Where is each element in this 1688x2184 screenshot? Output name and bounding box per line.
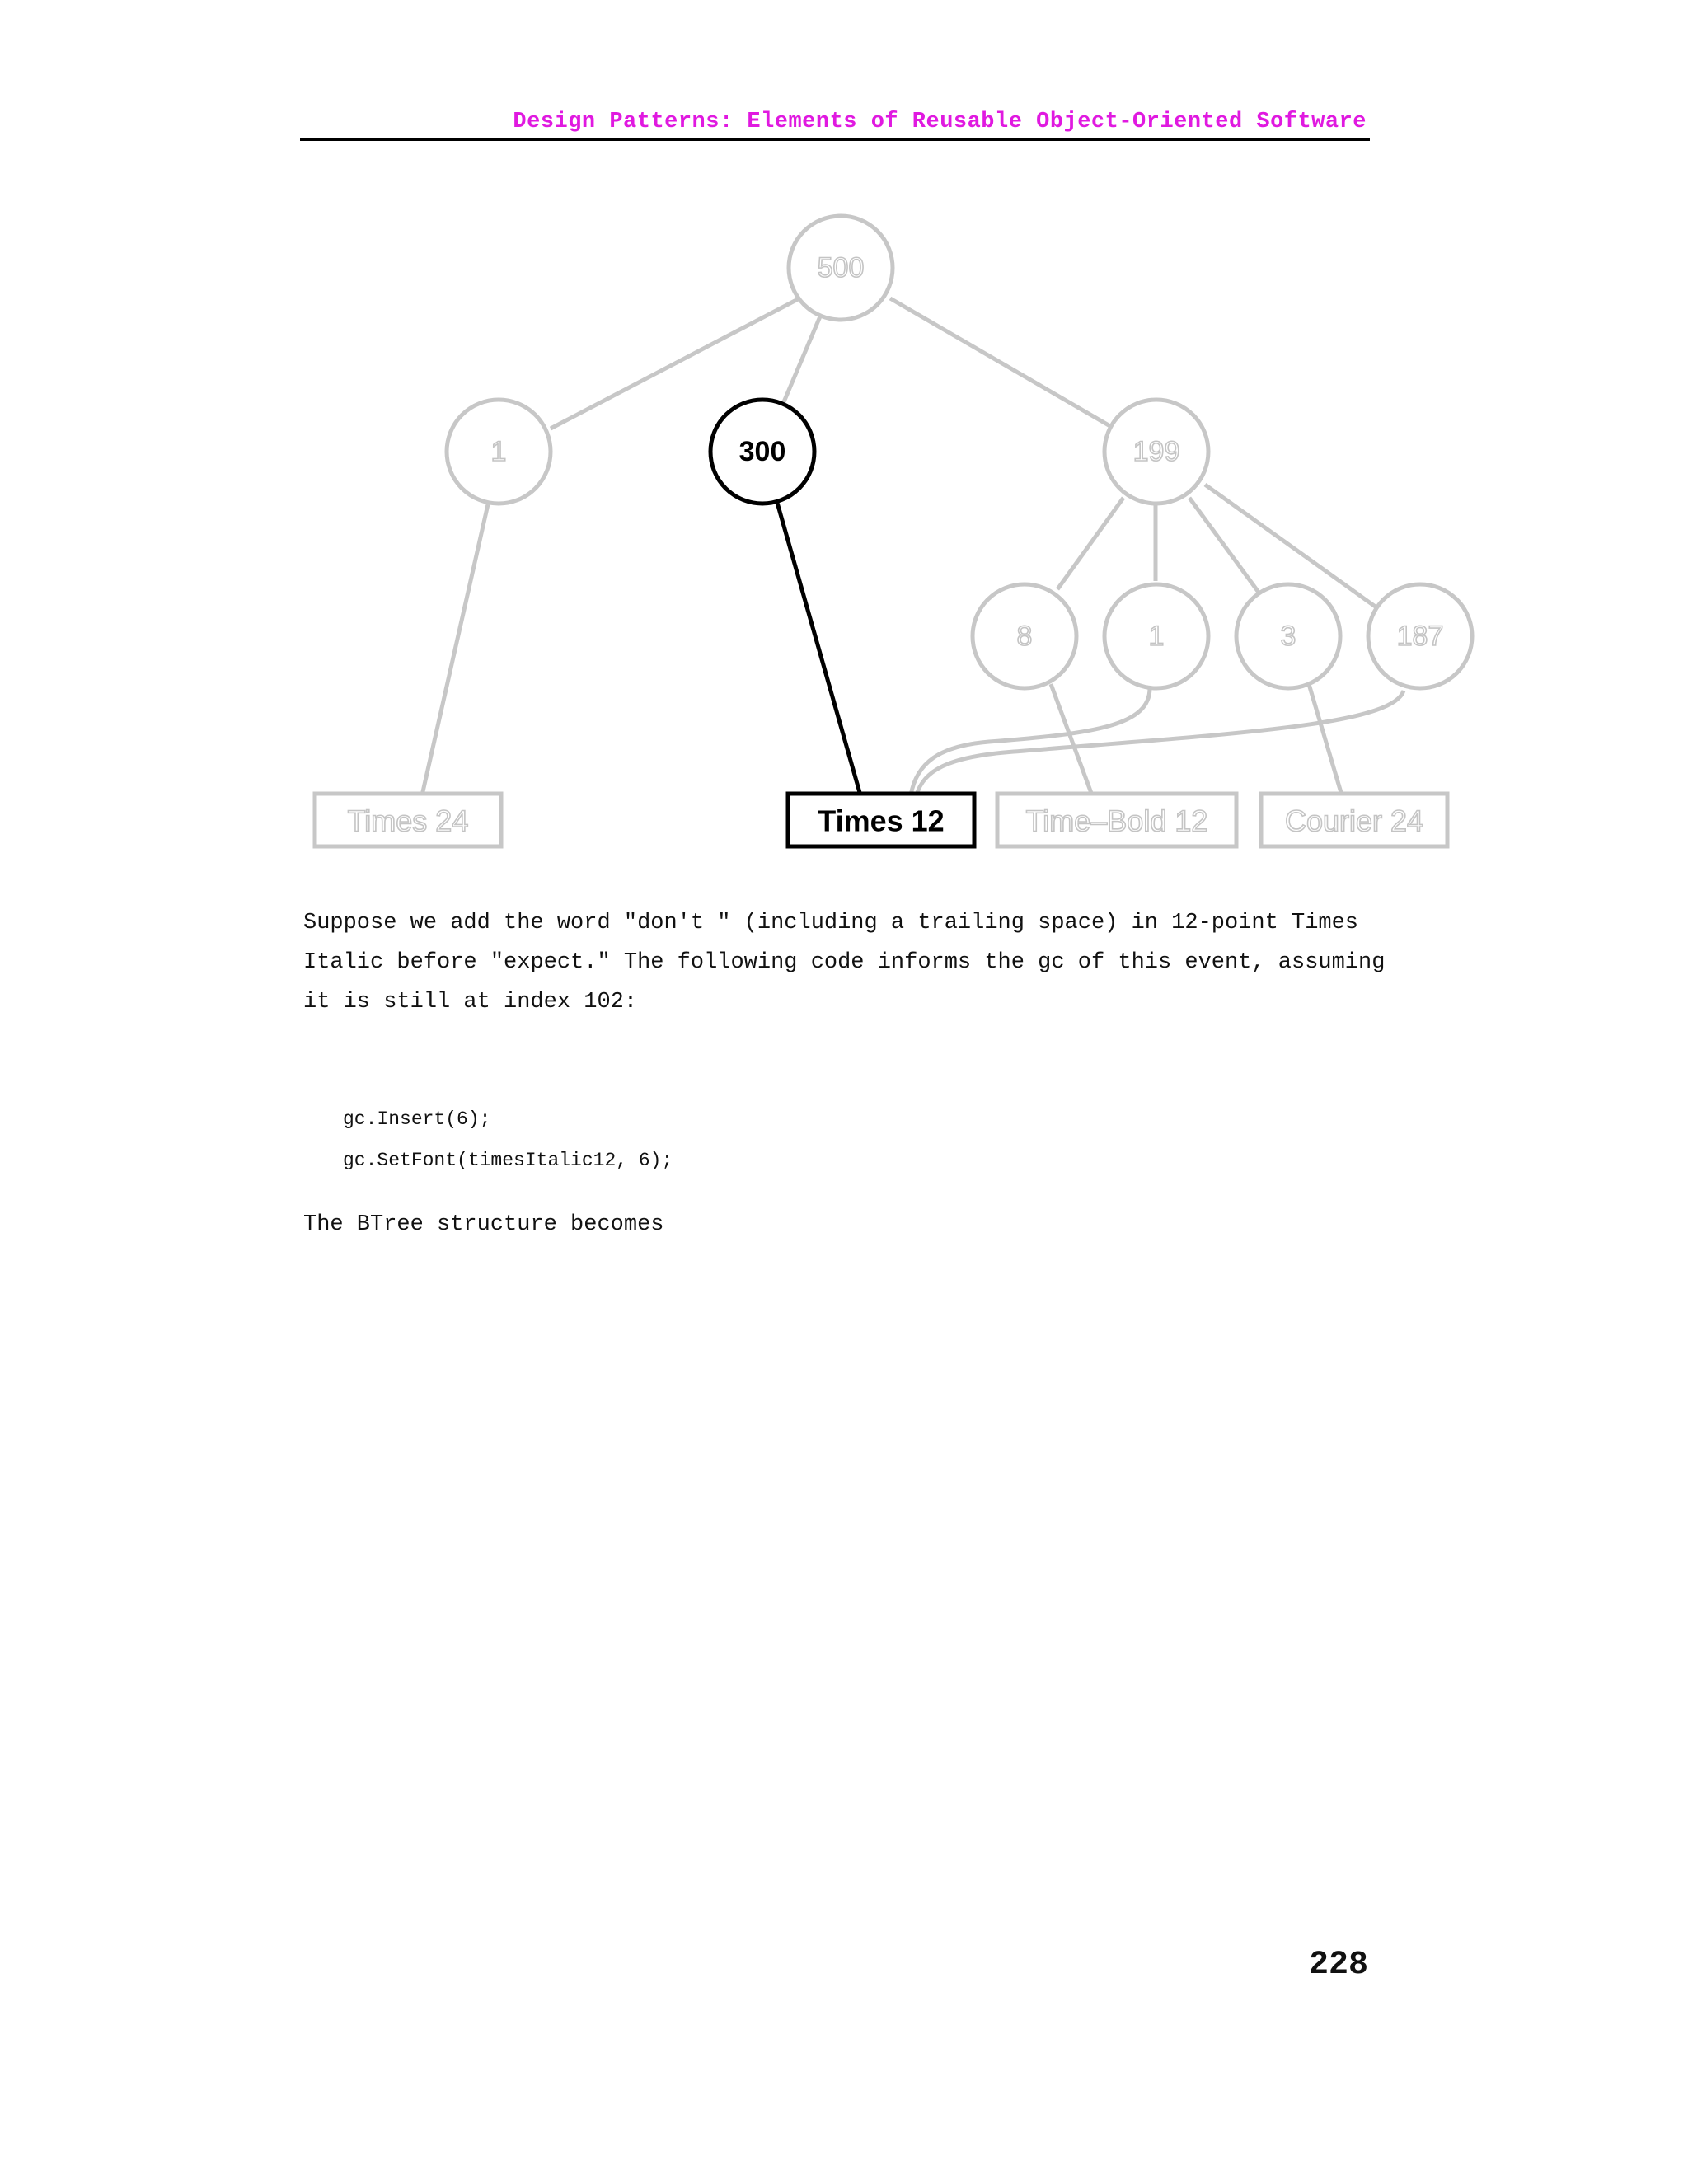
tree-node-right-child-2 [1104, 584, 1208, 688]
code-line: gc.SetFont(timesItalic12, 6); [343, 1150, 673, 1171]
edge-root-middle [783, 316, 820, 404]
edge-left-times24 [422, 504, 488, 795]
leaf-label: Courier 24 [1284, 804, 1424, 838]
node-label: 300 [738, 436, 786, 467]
tree-node-right-child-4 [1368, 584, 1472, 688]
leaf-courier24 [1261, 794, 1447, 846]
page-number: 228 [1308, 1947, 1368, 1984]
body-paragraph [303, 903, 1386, 1022]
leaf-times24 [315, 794, 501, 846]
edge-child3-courier24 [1309, 684, 1342, 795]
leaf-timebold12 [997, 794, 1236, 846]
tree-node-middle[interactable] [710, 400, 814, 504]
tree-node-left [447, 400, 551, 504]
leaf-times12[interactable] [788, 794, 974, 846]
tree-node-right-child-1 [973, 584, 1076, 688]
paragraph-line: Suppose we add the word "don't " (including a trailing space) in 12-point Times [303, 911, 1359, 935]
edge-middle-times12[interactable] [777, 503, 860, 795]
node-label: 1 [490, 436, 507, 467]
node-label: 1 [1148, 621, 1165, 652]
edge-right-child1 [1057, 498, 1123, 589]
node-label: 3 [1280, 621, 1296, 652]
leaf-label: Times 24 [347, 804, 469, 838]
tree-node-right [1104, 400, 1208, 504]
tree-node-root [789, 216, 893, 320]
closing-sentence: The BTree structure becomes [303, 1212, 664, 1237]
node-label: 199 [1132, 436, 1180, 467]
edge-right-child3 [1189, 498, 1259, 593]
tree-node-right-child-3 [1236, 584, 1340, 688]
btree-diagram [0, 0, 1688, 874]
code-line: gc.Insert(6); [343, 1108, 491, 1130]
leaf-label: Time–Bold 12 [1025, 804, 1208, 838]
leaf-label: Times 12 [818, 804, 945, 838]
edge-root-right [890, 298, 1114, 429]
edge-child1-timebold12 [1051, 684, 1092, 795]
code-block [343, 1099, 673, 1181]
paragraph-line: it is still at index 102: [303, 990, 638, 1015]
node-label: 8 [1016, 621, 1033, 652]
node-label: 187 [1396, 621, 1444, 652]
node-label: 500 [817, 252, 865, 284]
paragraph-line: Italic before "expect." The following code informs the gc of this event, assuming [303, 950, 1386, 975]
running-header: Design Patterns: Elements of Reusable Object-Oriented Software [513, 110, 1367, 134]
